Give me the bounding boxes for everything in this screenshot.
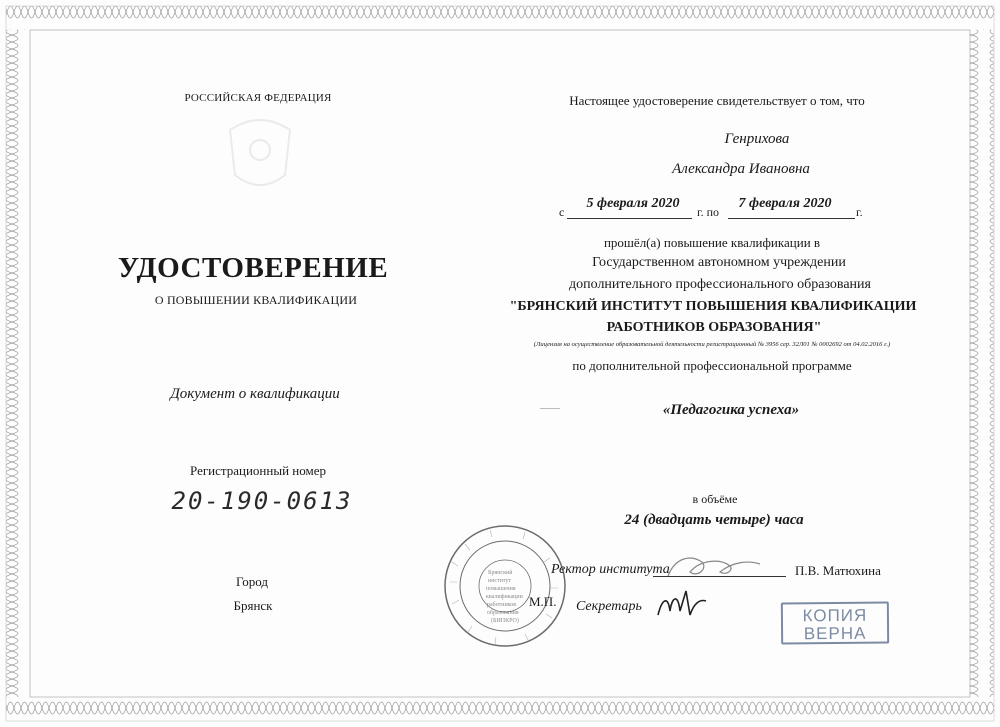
document-subtitle: О ПОВЫШЕНИИ КВАЛИФИКАЦИИ <box>154 293 358 307</box>
registration-number: 20-190-0613 <box>171 487 353 515</box>
svg-text:(БИПКРО): (БИПКРО) <box>491 618 519 624</box>
stamp-place-label: М.П. <box>529 594 557 609</box>
org-name-line-1: "БРЯНСКИЙ ИНСТИТУТ ПОВЫШЕНИЯ КВАЛИФИКАЦИИ <box>509 299 917 314</box>
svg-text:квалификации: квалификации <box>486 594 523 600</box>
date-year-suffix: г. <box>856 205 863 219</box>
svg-text:повышения: повышения <box>486 586 516 592</box>
date-to: 7 февраля 2020 <box>738 196 832 211</box>
svg-text:работников: работников <box>487 602 517 608</box>
org-name-line-2: РАБОТНИКОВ ОБРАЗОВАНИЯ" <box>606 320 822 335</box>
date-mid-text: г. по <box>697 205 719 219</box>
copy-stamp-line-2: ВЕРНА <box>803 623 867 644</box>
volume-label: в объёме <box>692 492 738 506</box>
date-to-underline <box>728 218 855 219</box>
holder-surname: Генрихова <box>724 131 790 147</box>
license-text: (Лицензия на осуществление образовательной деятельности регистрационный № 3956 сер. 32Л01 № 0002692 от 04.02.2016 г.) <box>533 341 891 348</box>
secretary-signature <box>652 585 712 625</box>
program-underline-left <box>540 408 560 409</box>
document-title: УДОСТОВЕРЕНИЕ <box>117 252 389 284</box>
date-from: 5 февраля 2020 <box>586 196 680 211</box>
program-name: «Педагогика успеха» <box>662 402 800 418</box>
passed-text: прошёл(а) повышение квалификации в <box>603 235 821 250</box>
holder-name: Александра Ивановна <box>672 161 810 177</box>
country-label: РОССИЙСКАЯ ФЕДЕРАЦИЯ <box>184 92 332 104</box>
city-label: Город <box>235 574 269 589</box>
round-seal-stamp <box>440 522 570 650</box>
svg-text:Брянский: Брянский <box>488 570 513 576</box>
secretary-label: Секретарь <box>576 599 642 614</box>
copy-stamp-line-1: КОПИЯ <box>802 605 868 626</box>
intro-text: Настоящее удостоверение свидетельствует о том, что <box>569 93 865 108</box>
svg-text:образования: образования <box>487 610 519 616</box>
org-line-1: Государственном автономном учреждении <box>592 255 846 270</box>
rector-label: Ректор института <box>551 562 670 577</box>
document-type: Документ о квалификации <box>170 386 340 402</box>
date-from-underline <box>567 218 692 219</box>
svg-text:институт: институт <box>488 578 512 584</box>
copy-certified-stamp <box>781 602 889 645</box>
date-from-prefix: с <box>559 205 565 219</box>
rector-name: П.В. Матюхина <box>795 563 881 578</box>
registration-label: Регистрационный номер <box>190 463 326 478</box>
volume-value: 24 (двадцать четыре) часа <box>624 512 804 528</box>
rector-signature <box>660 548 775 584</box>
org-line-2: дополнительного профессионального образования <box>569 277 871 292</box>
city-value: Брянск <box>233 598 273 613</box>
program-intro: по дополнительной профессиональной программе <box>572 358 852 373</box>
